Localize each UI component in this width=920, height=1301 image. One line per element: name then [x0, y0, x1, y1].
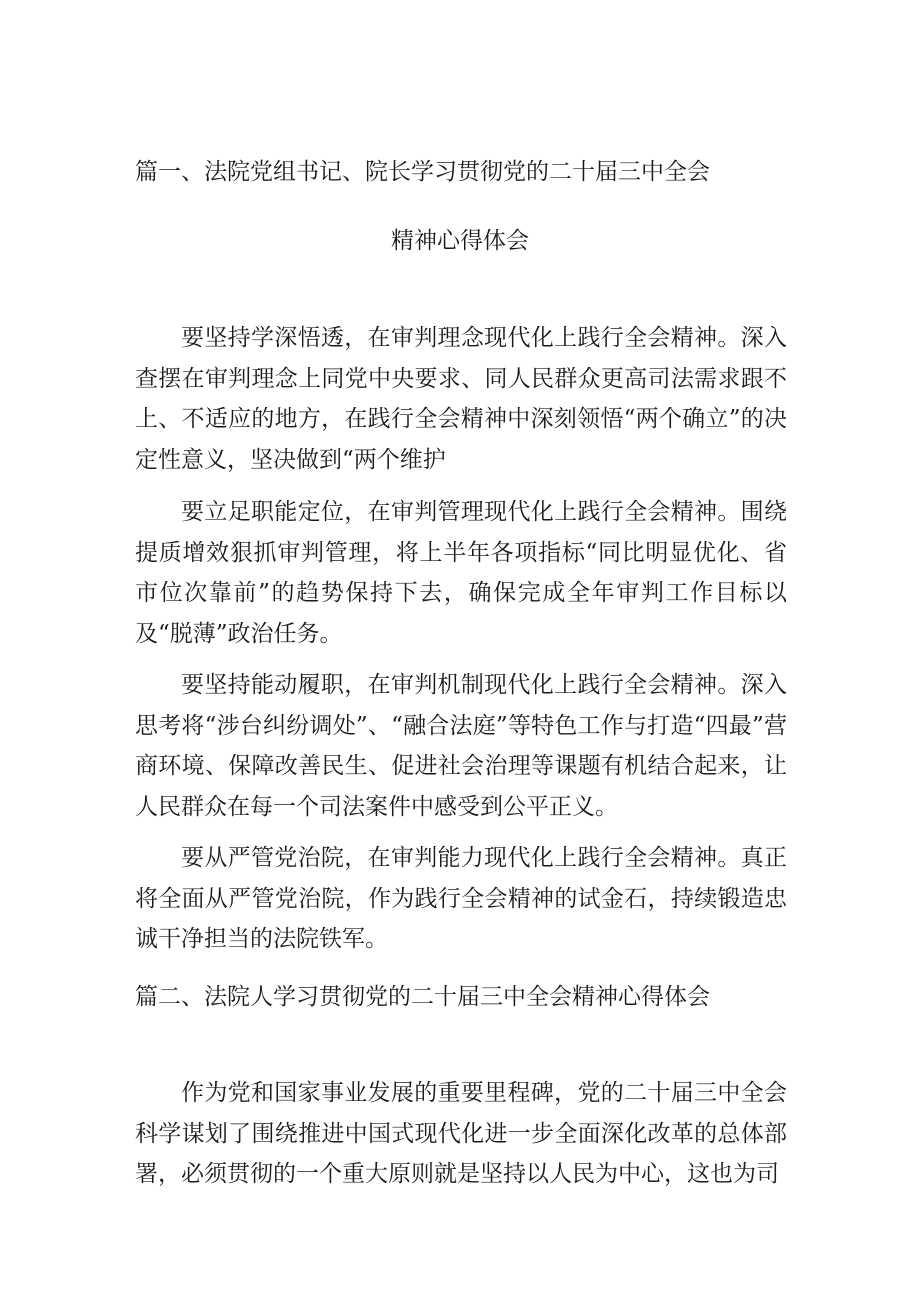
article1-paragraph-3: 要坚持能动履职，在审判机制现代化上践行全会精神。深入思考将“涉台纠纷调处”、“融合法庭”等特色工作与打造“四最”营商环境、保障改善民生、促进社会治理等课题有机结合起来，让人民群众在每一个司法案件中感受到公平正义。	[135, 672, 787, 820]
article1-paragraph-2: 要立足职能定位，在审判管理现代化上践行全会精神。围绕提质增效狠抓审判管理，将上半年各项指标“同比明显优化、省市位次靠前”的趋势保持下去，确保完成全年审判工作目标以及“脱薄”政治任务。	[135, 499, 787, 647]
article1-title-line1: 篇一、法院党组书记、院长学习贯彻党的二十届三中全会	[135, 159, 710, 185]
article2-title: 篇二、法院人学习贯彻党的二十届三中全会精神心得体会	[135, 984, 710, 1010]
article2-paragraph-1: 作为党和国家事业发展的重要里程碑，党的二十届三中全会科学谋划了围绕推进中国式现代化进一步全面深化改革的总体部署，必须贯彻的一个重大原则就是坚持以人民为中心，这也为司	[135, 1080, 787, 1187]
article1-title-line2: 精神心得体会	[391, 228, 529, 254]
article1-paragraph-4: 要从严管党治院，在审判能力现代化上践行全会精神。真正将全面从严管党治院，作为践行全会精神的试金石，持续锻造忠诚干净担当的法院铁军。	[135, 845, 787, 952]
article1-paragraph-1: 要坚持学深悟透，在审判理念现代化上践行全会精神。深入查摆在审判理念上同党中央要求、同人民群众更高司法需求跟不上、不适应的地方，在践行全会精神中深刻领悟“两个确立”的决定性意义，坚决做到“两个维护	[135, 325, 787, 473]
